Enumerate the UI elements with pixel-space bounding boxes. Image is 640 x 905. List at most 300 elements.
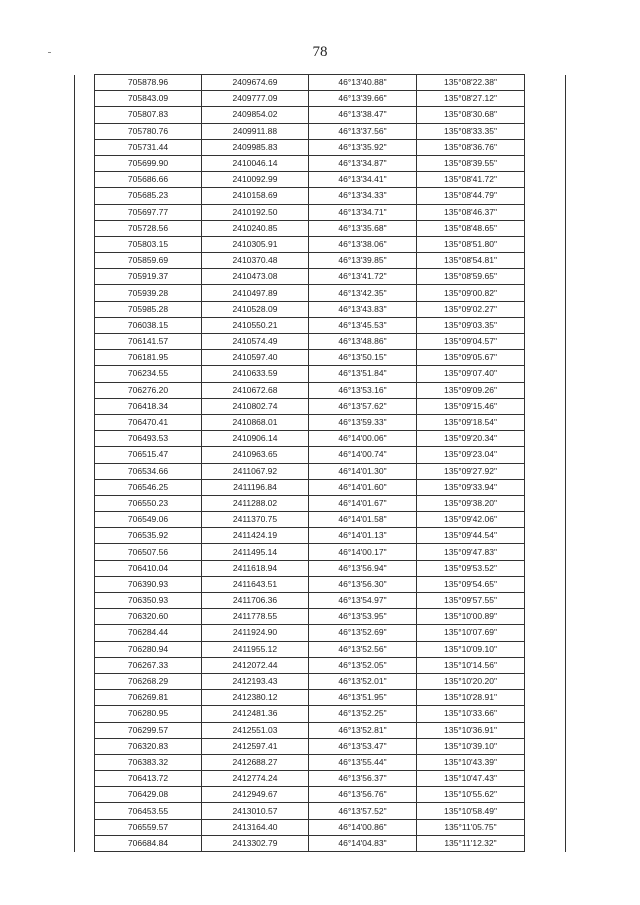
latitude-cell: 46°13'52.56" — [309, 641, 417, 657]
x-coordinate-cell: 706280.95 — [95, 706, 202, 722]
table-row — [75, 204, 566, 220]
longitude-cell: 135°08'51.80" — [417, 236, 525, 252]
row-margin-cell — [75, 576, 95, 592]
row-margin-cell — [75, 334, 95, 350]
y-coordinate-cell: 2410092.99 — [202, 172, 309, 188]
row-trailing-cell — [525, 625, 566, 641]
table-row — [75, 528, 566, 544]
latitude-cell: 46°13'54.97" — [309, 593, 417, 609]
row-trailing-cell — [525, 690, 566, 706]
longitude-cell: 135°10'58.49" — [417, 803, 525, 819]
x-coordinate-cell: 706507.56 — [95, 544, 202, 560]
latitude-cell: 46°14'01.58" — [309, 512, 417, 528]
longitude-cell: 135°09'03.35" — [417, 317, 525, 333]
row-margin-cell — [75, 690, 95, 706]
y-coordinate-cell: 2411067.92 — [202, 463, 309, 479]
table-row — [75, 625, 566, 641]
row-margin-cell — [75, 560, 95, 576]
row-margin-cell — [75, 544, 95, 560]
y-coordinate-cell: 2410633.59 — [202, 366, 309, 382]
table-row — [75, 609, 566, 625]
y-coordinate-cell: 2410963.65 — [202, 447, 309, 463]
row-trailing-cell — [525, 188, 566, 204]
latitude-cell: 46°13'50.15" — [309, 350, 417, 366]
longitude-cell: 135°08'39.55" — [417, 155, 525, 171]
x-coordinate-cell: 706413.72 — [95, 771, 202, 787]
latitude-cell: 46°13'34.87" — [309, 155, 417, 171]
row-margin-cell — [75, 220, 95, 236]
row-trailing-cell — [525, 819, 566, 835]
y-coordinate-cell: 2411370.75 — [202, 512, 309, 528]
table-row — [75, 123, 566, 139]
y-coordinate-cell: 2409911.88 — [202, 123, 309, 139]
row-trailing-cell — [525, 431, 566, 447]
longitude-cell: 135°10'07.69" — [417, 625, 525, 641]
row-margin-cell — [75, 528, 95, 544]
latitude-cell: 46°14'01.30" — [309, 463, 417, 479]
x-coordinate-cell: 705843.09 — [95, 91, 202, 107]
latitude-cell: 46°13'52.69" — [309, 625, 417, 641]
longitude-cell: 135°08'44.79" — [417, 188, 525, 204]
longitude-cell: 135°08'41.72" — [417, 172, 525, 188]
longitude-cell: 135°10'39.10" — [417, 738, 525, 754]
longitude-cell: 135°10'28.91" — [417, 690, 525, 706]
row-trailing-cell — [525, 706, 566, 722]
table-row — [75, 285, 566, 301]
y-coordinate-cell: 2410240.85 — [202, 220, 309, 236]
row-margin-cell — [75, 673, 95, 689]
x-coordinate-cell: 706268.29 — [95, 673, 202, 689]
row-margin-cell — [75, 447, 95, 463]
y-coordinate-cell: 2409985.83 — [202, 139, 309, 155]
x-coordinate-cell: 706350.93 — [95, 593, 202, 609]
y-coordinate-cell: 2409674.69 — [202, 75, 309, 91]
row-trailing-cell — [525, 236, 566, 252]
latitude-cell: 46°13'56.94" — [309, 560, 417, 576]
y-coordinate-cell: 2412774.24 — [202, 771, 309, 787]
table-row — [75, 560, 566, 576]
y-coordinate-cell: 2410473.08 — [202, 269, 309, 285]
row-trailing-cell — [525, 803, 566, 819]
y-coordinate-cell: 2412551.03 — [202, 722, 309, 738]
longitude-cell: 135°08'48.65" — [417, 220, 525, 236]
latitude-cell: 46°14'04.83" — [309, 835, 417, 851]
y-coordinate-cell: 2413302.79 — [202, 835, 309, 851]
x-coordinate-cell: 706418.34 — [95, 398, 202, 414]
y-coordinate-cell: 2410305.91 — [202, 236, 309, 252]
latitude-cell: 46°13'38.47" — [309, 107, 417, 123]
row-trailing-cell — [525, 722, 566, 738]
x-coordinate-cell: 705878.96 — [95, 75, 202, 91]
row-trailing-cell — [525, 593, 566, 609]
margin-mark — [48, 52, 51, 53]
latitude-cell: 46°13'51.84" — [309, 366, 417, 382]
table-row — [75, 172, 566, 188]
table-row — [75, 220, 566, 236]
latitude-cell: 46°13'37.56" — [309, 123, 417, 139]
table-row — [75, 414, 566, 430]
row-trailing-cell — [525, 463, 566, 479]
row-margin-cell — [75, 172, 95, 188]
latitude-cell: 46°14'00.74" — [309, 447, 417, 463]
latitude-cell: 46°13'43.83" — [309, 301, 417, 317]
row-margin-cell — [75, 722, 95, 738]
row-trailing-cell — [525, 657, 566, 673]
longitude-cell: 135°08'33.35" — [417, 123, 525, 139]
latitude-cell: 46°13'38.06" — [309, 236, 417, 252]
x-coordinate-cell: 706267.33 — [95, 657, 202, 673]
table-row — [75, 641, 566, 657]
longitude-cell: 135°09'02.27" — [417, 301, 525, 317]
row-margin-cell — [75, 414, 95, 430]
row-margin-cell — [75, 301, 95, 317]
y-coordinate-cell: 2413164.40 — [202, 819, 309, 835]
table-row — [75, 91, 566, 107]
latitude-cell: 46°14'00.06" — [309, 431, 417, 447]
table-row — [75, 107, 566, 123]
table-row — [75, 754, 566, 770]
row-trailing-cell — [525, 398, 566, 414]
latitude-cell: 46°13'34.41" — [309, 172, 417, 188]
longitude-cell: 135°09'07.40" — [417, 366, 525, 382]
x-coordinate-cell: 706320.60 — [95, 609, 202, 625]
row-trailing-cell — [525, 350, 566, 366]
longitude-cell: 135°08'30.68" — [417, 107, 525, 123]
row-trailing-cell — [525, 414, 566, 430]
x-coordinate-cell: 706429.08 — [95, 787, 202, 803]
row-trailing-cell — [525, 382, 566, 398]
row-margin-cell — [75, 139, 95, 155]
y-coordinate-cell: 2410906.14 — [202, 431, 309, 447]
y-coordinate-cell: 2412193.43 — [202, 673, 309, 689]
x-coordinate-cell: 706410.04 — [95, 560, 202, 576]
latitude-cell: 46°13'35.68" — [309, 220, 417, 236]
table-row — [75, 787, 566, 803]
table-row — [75, 236, 566, 252]
table-row — [75, 366, 566, 382]
y-coordinate-cell: 2410868.01 — [202, 414, 309, 430]
y-coordinate-cell: 2410672.68 — [202, 382, 309, 398]
x-coordinate-cell: 706535.92 — [95, 528, 202, 544]
row-trailing-cell — [525, 269, 566, 285]
longitude-cell: 135°08'54.81" — [417, 253, 525, 269]
row-margin-cell — [75, 787, 95, 803]
latitude-cell: 46°14'00.17" — [309, 544, 417, 560]
row-trailing-cell — [525, 576, 566, 592]
x-coordinate-cell: 706038.15 — [95, 317, 202, 333]
row-margin-cell — [75, 91, 95, 107]
longitude-cell: 135°10'43.39" — [417, 754, 525, 770]
row-margin-cell — [75, 155, 95, 171]
longitude-cell: 135°09'09.26" — [417, 382, 525, 398]
table-row — [75, 334, 566, 350]
row-trailing-cell — [525, 107, 566, 123]
row-trailing-cell — [525, 253, 566, 269]
row-trailing-cell — [525, 560, 566, 576]
latitude-cell: 46°13'48.86" — [309, 334, 417, 350]
row-margin-cell — [75, 479, 95, 495]
latitude-cell: 46°13'55.44" — [309, 754, 417, 770]
row-trailing-cell — [525, 447, 566, 463]
row-margin-cell — [75, 350, 95, 366]
longitude-cell: 135°09'04.57" — [417, 334, 525, 350]
x-coordinate-cell: 705728.56 — [95, 220, 202, 236]
row-trailing-cell — [525, 512, 566, 528]
latitude-cell: 46°13'41.72" — [309, 269, 417, 285]
table-row — [75, 819, 566, 835]
longitude-cell: 135°08'46.37" — [417, 204, 525, 220]
x-coordinate-cell: 705686.66 — [95, 172, 202, 188]
table-row — [75, 75, 566, 91]
table-row — [75, 155, 566, 171]
table-row — [75, 431, 566, 447]
longitude-cell: 135°08'27.12" — [417, 91, 525, 107]
row-margin-cell — [75, 431, 95, 447]
row-margin-cell — [75, 204, 95, 220]
row-margin-cell — [75, 512, 95, 528]
longitude-cell: 135°08'59.65" — [417, 269, 525, 285]
table-row — [75, 463, 566, 479]
x-coordinate-cell: 705859.69 — [95, 253, 202, 269]
table-row — [75, 722, 566, 738]
y-coordinate-cell: 2410802.74 — [202, 398, 309, 414]
page-number: 78 — [312, 44, 328, 60]
row-trailing-cell — [525, 172, 566, 188]
table-row — [75, 447, 566, 463]
x-coordinate-cell: 705807.83 — [95, 107, 202, 123]
row-trailing-cell — [525, 334, 566, 350]
table-row — [75, 657, 566, 673]
latitude-cell: 46°14'00.86" — [309, 819, 417, 835]
table-row — [75, 544, 566, 560]
x-coordinate-cell: 706546.25 — [95, 479, 202, 495]
longitude-cell: 135°09'20.34" — [417, 431, 525, 447]
x-coordinate-cell: 706550.23 — [95, 495, 202, 511]
latitude-cell: 46°13'57.52" — [309, 803, 417, 819]
row-margin-cell — [75, 188, 95, 204]
row-trailing-cell — [525, 673, 566, 689]
y-coordinate-cell: 2411955.12 — [202, 641, 309, 657]
row-margin-cell — [75, 625, 95, 641]
latitude-cell: 46°14'01.13" — [309, 528, 417, 544]
row-margin-cell — [75, 382, 95, 398]
longitude-cell: 135°09'44.54" — [417, 528, 525, 544]
table-row — [75, 269, 566, 285]
table-row — [75, 317, 566, 333]
y-coordinate-cell: 2412072.44 — [202, 657, 309, 673]
table-row — [75, 350, 566, 366]
coordinates-table — [74, 74, 566, 852]
row-margin-cell — [75, 269, 95, 285]
latitude-cell: 46°13'52.25" — [309, 706, 417, 722]
table-row — [75, 673, 566, 689]
row-trailing-cell — [525, 787, 566, 803]
row-trailing-cell — [525, 366, 566, 382]
table-row — [75, 738, 566, 754]
table-row — [75, 253, 566, 269]
row-trailing-cell — [525, 123, 566, 139]
row-margin-cell — [75, 819, 95, 835]
row-margin-cell — [75, 107, 95, 123]
x-coordinate-cell: 705685.23 — [95, 188, 202, 204]
longitude-cell: 135°09'00.82" — [417, 285, 525, 301]
y-coordinate-cell: 2410528.09 — [202, 301, 309, 317]
row-trailing-cell — [525, 771, 566, 787]
row-margin-cell — [75, 75, 95, 91]
row-margin-cell — [75, 398, 95, 414]
x-coordinate-cell: 706470.41 — [95, 414, 202, 430]
longitude-cell: 135°10'33.66" — [417, 706, 525, 722]
table-row — [75, 301, 566, 317]
latitude-cell: 46°13'39.85" — [309, 253, 417, 269]
row-trailing-cell — [525, 609, 566, 625]
latitude-cell: 46°13'51.95" — [309, 690, 417, 706]
row-trailing-cell — [525, 738, 566, 754]
y-coordinate-cell: 2411424.19 — [202, 528, 309, 544]
row-margin-cell — [75, 609, 95, 625]
x-coordinate-cell: 706141.57 — [95, 334, 202, 350]
x-coordinate-cell: 706684.84 — [95, 835, 202, 851]
coordinates-table-body — [75, 75, 566, 852]
row-trailing-cell — [525, 204, 566, 220]
x-coordinate-cell: 706269.81 — [95, 690, 202, 706]
x-coordinate-cell: 705780.76 — [95, 123, 202, 139]
row-margin-cell — [75, 738, 95, 754]
row-margin-cell — [75, 706, 95, 722]
x-coordinate-cell: 706284.44 — [95, 625, 202, 641]
x-coordinate-cell: 706515.47 — [95, 447, 202, 463]
row-trailing-cell — [525, 835, 566, 851]
row-margin-cell — [75, 253, 95, 269]
longitude-cell: 135°08'22.38" — [417, 75, 525, 91]
row-trailing-cell — [525, 91, 566, 107]
row-trailing-cell — [525, 528, 566, 544]
table-row — [75, 576, 566, 592]
row-margin-cell — [75, 285, 95, 301]
latitude-cell: 46°13'56.30" — [309, 576, 417, 592]
row-trailing-cell — [525, 139, 566, 155]
longitude-cell: 135°10'20.20" — [417, 673, 525, 689]
latitude-cell: 46°14'01.60" — [309, 479, 417, 495]
latitude-cell: 46°13'40.88" — [309, 75, 417, 91]
latitude-cell: 46°13'42.35" — [309, 285, 417, 301]
longitude-cell: 135°09'33.94" — [417, 479, 525, 495]
latitude-cell: 46°13'52.05" — [309, 657, 417, 673]
longitude-cell: 135°10'36.91" — [417, 722, 525, 738]
longitude-cell: 135°09'42.06" — [417, 512, 525, 528]
latitude-cell: 46°13'56.76" — [309, 787, 417, 803]
latitude-cell: 46°13'56.37" — [309, 771, 417, 787]
longitude-cell: 135°10'14.56" — [417, 657, 525, 673]
row-trailing-cell — [525, 754, 566, 770]
row-trailing-cell — [525, 495, 566, 511]
row-margin-cell — [75, 495, 95, 511]
longitude-cell: 135°08'36.76" — [417, 139, 525, 155]
row-trailing-cell — [525, 155, 566, 171]
y-coordinate-cell: 2411643.51 — [202, 576, 309, 592]
x-coordinate-cell: 706234.55 — [95, 366, 202, 382]
row-margin-cell — [75, 317, 95, 333]
y-coordinate-cell: 2411924.90 — [202, 625, 309, 641]
y-coordinate-cell: 2410497.89 — [202, 285, 309, 301]
table-row — [75, 398, 566, 414]
longitude-cell: 135°09'57.55" — [417, 593, 525, 609]
longitude-cell: 135°09'53.52" — [417, 560, 525, 576]
row-margin-cell — [75, 771, 95, 787]
x-coordinate-cell: 705939.28 — [95, 285, 202, 301]
x-coordinate-cell: 705803.15 — [95, 236, 202, 252]
x-coordinate-cell: 706181.95 — [95, 350, 202, 366]
row-margin-cell — [75, 463, 95, 479]
latitude-cell: 46°13'45.53" — [309, 317, 417, 333]
row-margin-cell — [75, 123, 95, 139]
row-trailing-cell — [525, 317, 566, 333]
x-coordinate-cell: 706559.57 — [95, 819, 202, 835]
row-trailing-cell — [525, 285, 566, 301]
y-coordinate-cell: 2410597.40 — [202, 350, 309, 366]
table-row — [75, 382, 566, 398]
table-row — [75, 479, 566, 495]
latitude-cell: 46°13'53.16" — [309, 382, 417, 398]
latitude-cell: 46°14'01.67" — [309, 495, 417, 511]
longitude-cell: 135°10'47.43" — [417, 771, 525, 787]
row-margin-cell — [75, 641, 95, 657]
x-coordinate-cell: 706383.32 — [95, 754, 202, 770]
row-margin-cell — [75, 657, 95, 673]
latitude-cell: 46°13'34.33" — [309, 188, 417, 204]
x-coordinate-cell: 705919.37 — [95, 269, 202, 285]
row-margin-cell — [75, 236, 95, 252]
longitude-cell: 135°09'54.65" — [417, 576, 525, 592]
table-row — [75, 593, 566, 609]
row-trailing-cell — [525, 479, 566, 495]
latitude-cell: 46°13'35.92" — [309, 139, 417, 155]
x-coordinate-cell: 706299.57 — [95, 722, 202, 738]
x-coordinate-cell: 705731.44 — [95, 139, 202, 155]
y-coordinate-cell: 2410370.48 — [202, 253, 309, 269]
y-coordinate-cell: 2411495.14 — [202, 544, 309, 560]
y-coordinate-cell: 2412949.67 — [202, 787, 309, 803]
x-coordinate-cell: 706390.93 — [95, 576, 202, 592]
row-trailing-cell — [525, 544, 566, 560]
x-coordinate-cell: 706280.94 — [95, 641, 202, 657]
table-row — [75, 835, 566, 851]
x-coordinate-cell: 706549.06 — [95, 512, 202, 528]
table-row — [75, 512, 566, 528]
latitude-cell: 46°13'53.95" — [309, 609, 417, 625]
longitude-cell: 135°10'00.89" — [417, 609, 525, 625]
y-coordinate-cell: 2410574.49 — [202, 334, 309, 350]
latitude-cell: 46°13'34.71" — [309, 204, 417, 220]
y-coordinate-cell: 2413010.57 — [202, 803, 309, 819]
y-coordinate-cell: 2411706.36 — [202, 593, 309, 609]
longitude-cell: 135°09'38.20" — [417, 495, 525, 511]
longitude-cell: 135°09'23.04" — [417, 447, 525, 463]
latitude-cell: 46°13'59.33" — [309, 414, 417, 430]
longitude-cell: 135°09'05.67" — [417, 350, 525, 366]
y-coordinate-cell: 2412597.41 — [202, 738, 309, 754]
x-coordinate-cell: 706493.53 — [95, 431, 202, 447]
y-coordinate-cell: 2411778.55 — [202, 609, 309, 625]
table-row — [75, 139, 566, 155]
row-margin-cell — [75, 803, 95, 819]
latitude-cell: 46°13'52.81" — [309, 722, 417, 738]
longitude-cell: 135°09'15.46" — [417, 398, 525, 414]
row-trailing-cell — [525, 301, 566, 317]
x-coordinate-cell: 705985.28 — [95, 301, 202, 317]
latitude-cell: 46°13'52.01" — [309, 673, 417, 689]
longitude-cell: 135°10'55.62" — [417, 787, 525, 803]
